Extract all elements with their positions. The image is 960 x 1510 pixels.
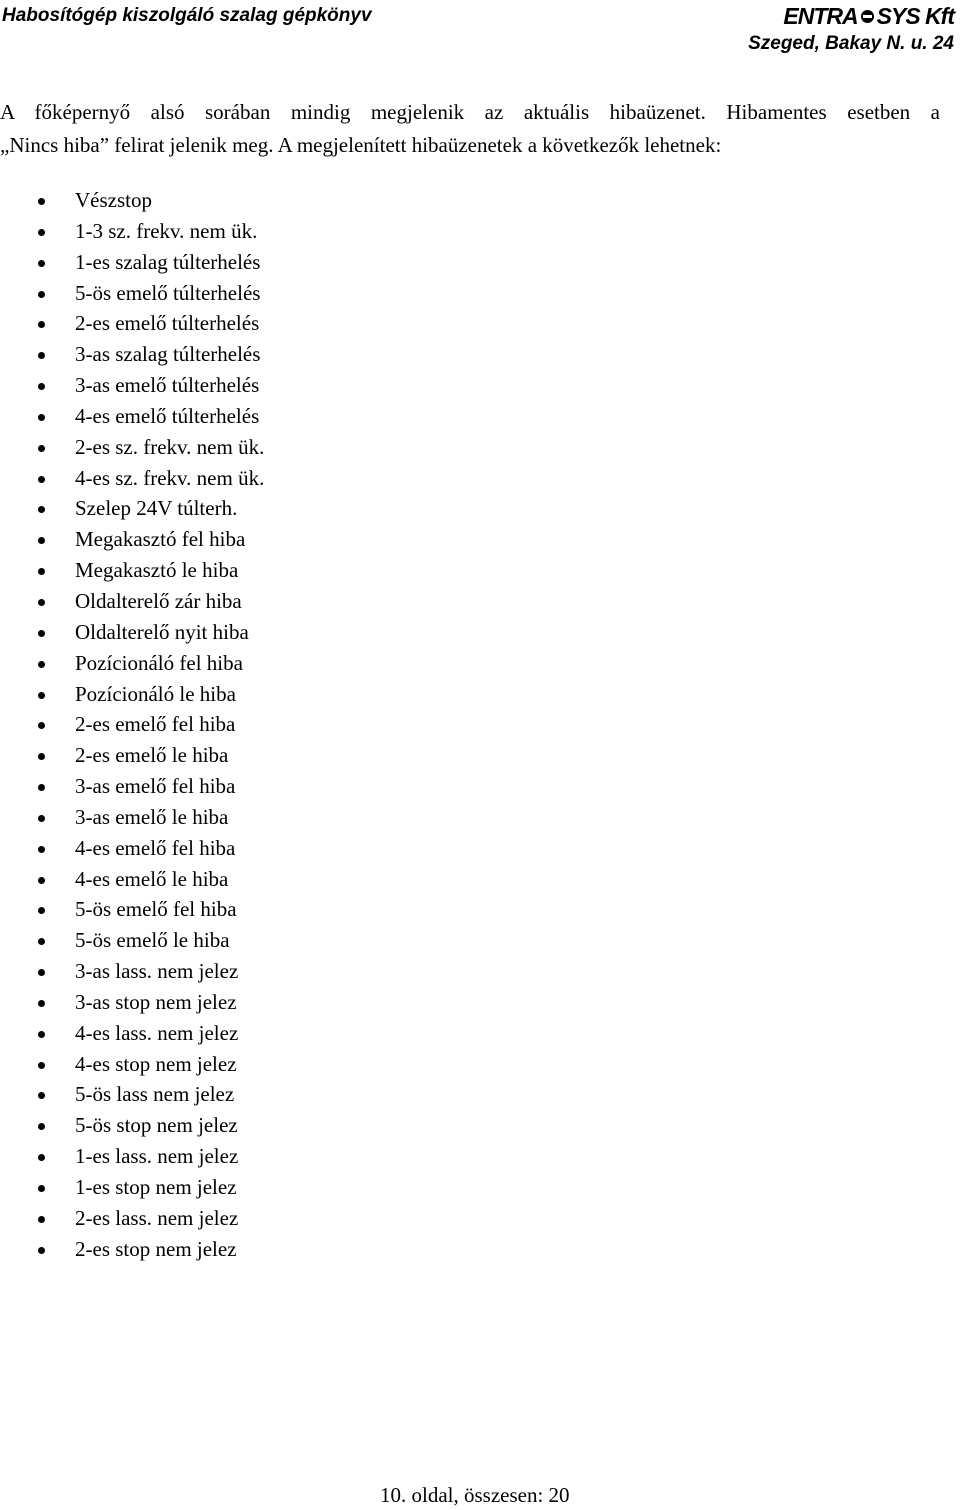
error-list-item xyxy=(0,370,264,401)
error-text: 5-ös emelő le hiba xyxy=(75,928,230,953)
error-text: 4-es sz. frekv. nem ük. xyxy=(75,465,265,490)
bullet-icon xyxy=(38,753,45,760)
error-text: 4-es emelő fel hiba xyxy=(75,835,236,860)
error-list-item xyxy=(0,216,264,247)
logo-text-entra: ENTRA xyxy=(783,3,858,29)
error-text: 2-es lass. nem jelez xyxy=(75,1205,239,1230)
logo-dot-icon xyxy=(861,10,874,23)
error-text: 2-es emelő túlterhelés xyxy=(75,311,260,336)
error-text: 2-es emelő le hiba xyxy=(75,743,229,768)
error-text: 5-ös emelő túlterhelés xyxy=(75,280,261,305)
bullet-icon xyxy=(38,938,45,945)
error-text: 3-as lass. nem jelez xyxy=(75,959,239,984)
page-number: 10. oldal, összesen: 20 xyxy=(380,1483,570,1507)
error-list-item xyxy=(0,524,264,555)
error-list-item xyxy=(0,925,264,956)
error-text: 4-es lass. nem jelez xyxy=(75,1020,239,1045)
error-text: 3-as szalag túlterhelés xyxy=(75,342,261,367)
company-logo xyxy=(783,2,954,30)
error-list-item xyxy=(0,1172,264,1203)
bullet-icon xyxy=(38,599,45,606)
error-list-item xyxy=(0,1079,264,1110)
error-list-item xyxy=(0,247,264,278)
error-list-item xyxy=(0,833,264,864)
error-list-item xyxy=(0,740,264,771)
bullet-icon xyxy=(38,476,45,483)
error-list-item xyxy=(0,1141,264,1172)
bullet-icon xyxy=(38,229,45,236)
bullet-icon xyxy=(38,877,45,884)
error-text: 3-as stop nem jelez xyxy=(75,989,237,1014)
error-text: 4-es stop nem jelez xyxy=(75,1051,237,1076)
bullet-icon xyxy=(38,1092,45,1099)
bullet-icon xyxy=(38,907,45,914)
bullet-icon xyxy=(38,1123,45,1130)
bullet-icon xyxy=(38,630,45,637)
bullet-icon xyxy=(38,1216,45,1223)
error-list-item xyxy=(0,432,264,463)
error-text: Pozícionáló le hiba xyxy=(75,681,236,706)
bullet-icon xyxy=(38,383,45,390)
error-text: Megakasztó fel hiba xyxy=(75,527,246,552)
error-list-item xyxy=(0,401,264,432)
error-text: Oldalterelő nyit hiba xyxy=(75,619,249,644)
intro-paragraph xyxy=(0,96,940,162)
bullet-icon xyxy=(38,784,45,791)
bullet-icon xyxy=(38,506,45,513)
intro-line-2: „Nincs hiba” felirat jelenik meg. A megjelenített hibaüzenetek a következők lehetnek: xyxy=(0,133,722,157)
bullet-icon xyxy=(38,846,45,853)
error-text: 1-es lass. nem jelez xyxy=(75,1144,239,1169)
bullet-icon xyxy=(38,1247,45,1254)
error-text: 1-es szalag túlterhelés xyxy=(75,249,261,274)
error-list-item xyxy=(0,617,264,648)
error-text: 2-es sz. frekv. nem ük. xyxy=(75,434,265,459)
bullet-icon xyxy=(38,722,45,729)
error-text: 3-as emelő túlterhelés xyxy=(75,373,260,398)
bullet-icon xyxy=(38,1031,45,1038)
error-list-item xyxy=(0,956,264,987)
error-list-item xyxy=(0,771,264,802)
error-list-item xyxy=(0,1203,264,1234)
bullet-icon xyxy=(38,1062,45,1069)
error-list-item xyxy=(0,463,264,494)
bullet-icon xyxy=(38,260,45,267)
bullet-icon xyxy=(38,321,45,328)
error-list-item xyxy=(0,987,264,1018)
error-text: 1-es stop nem jelez xyxy=(75,1175,237,1199)
bullet-icon xyxy=(38,537,45,544)
bullet-icon xyxy=(38,1154,45,1161)
error-list-item xyxy=(0,1018,264,1049)
error-text: 2-es stop nem jelez xyxy=(75,1236,237,1261)
bullet-icon xyxy=(38,414,45,421)
error-list-item xyxy=(0,648,264,679)
logo-text-sys: SYS Kft xyxy=(876,3,954,29)
error-text: Szelep 24V túlterh. xyxy=(75,496,238,521)
bullet-icon xyxy=(38,1185,45,1192)
error-list-item xyxy=(0,308,264,339)
bullet-icon xyxy=(38,445,45,452)
bullet-icon xyxy=(38,969,45,976)
error-list-item xyxy=(0,864,264,895)
error-list-item xyxy=(0,802,264,833)
error-text: 2-es emelő fel hiba xyxy=(75,712,236,737)
error-list-item xyxy=(0,1234,264,1265)
error-text: 4-es emelő túlterhelés xyxy=(75,403,260,428)
company-address: Szeged, Bakay N. u. 24 xyxy=(748,33,954,54)
error-list-item xyxy=(0,1110,264,1141)
error-text: Pozícionáló fel hiba xyxy=(75,650,243,675)
error-text: Vészstop xyxy=(75,188,152,212)
error-text: 1-3 sz. frekv. nem ük. xyxy=(75,218,258,243)
bullet-icon xyxy=(38,352,45,359)
bullet-icon xyxy=(38,1000,45,1007)
bullet-icon xyxy=(38,291,45,298)
error-text: 5-ös emelő fel hiba xyxy=(75,897,237,922)
error-text: 3-as emelő fel hiba xyxy=(75,774,236,799)
bullet-icon xyxy=(38,661,45,668)
error-list-item xyxy=(0,185,264,216)
error-list-item xyxy=(0,894,264,925)
bullet-icon xyxy=(38,198,45,205)
error-list-item xyxy=(0,709,264,740)
error-text: Megakasztó le hiba xyxy=(75,558,239,583)
error-list-item xyxy=(0,1049,264,1080)
error-list-item xyxy=(0,555,264,586)
bullet-icon xyxy=(38,568,45,575)
error-list-item xyxy=(0,679,264,710)
error-text: 4-es emelő le hiba xyxy=(75,866,229,891)
error-list-item xyxy=(0,493,264,524)
error-list-item xyxy=(0,339,264,370)
error-text: 5-ös lass nem jelez xyxy=(75,1082,235,1107)
document-title: Habosítógép kiszolgáló szalag gépkönyv xyxy=(2,5,372,26)
error-text: 5-ös stop nem jelez xyxy=(75,1113,238,1138)
error-text: 3-as emelő le hiba xyxy=(75,804,229,829)
error-text: Oldalterelő zár hiba xyxy=(75,588,242,613)
bullet-icon xyxy=(38,692,45,699)
bullet-icon xyxy=(38,815,45,822)
intro-line-1: A főképernyő alsó sorában mindig megjelenik az aktuális hibaüzenet. Hibamentes esetben a xyxy=(0,100,940,124)
error-message-list xyxy=(0,185,264,1265)
error-list-item xyxy=(0,586,264,617)
error-list-item xyxy=(0,278,264,309)
